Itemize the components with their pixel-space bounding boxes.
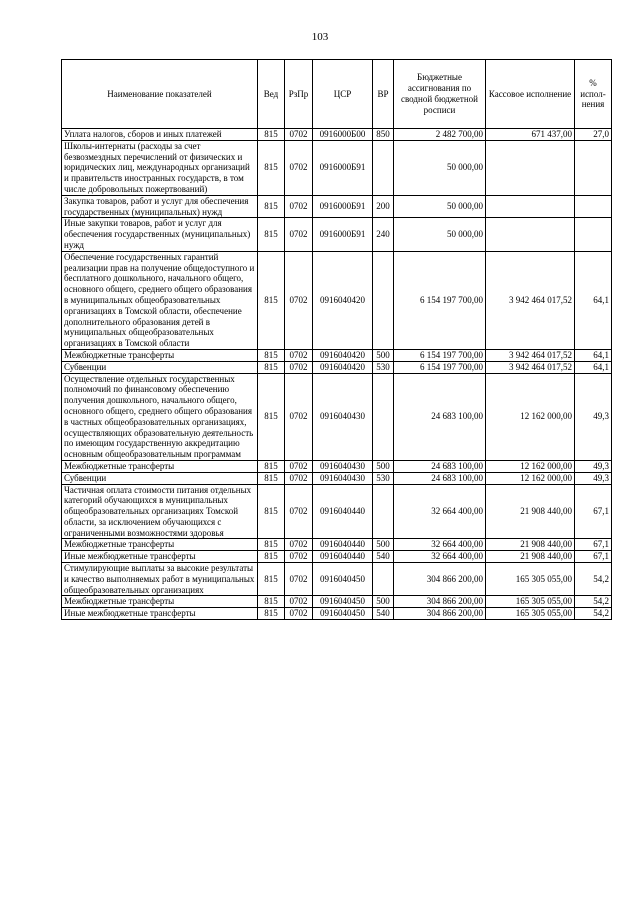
cell-ved: 815	[258, 349, 285, 361]
cell-cash: 12 162 000,00	[486, 472, 575, 484]
cell-percent: 54,2	[575, 563, 612, 596]
cell-cash: 12 162 000,00	[486, 373, 575, 460]
cell-cash	[486, 218, 575, 251]
cell-cash	[486, 140, 575, 195]
table-row	[62, 218, 612, 251]
table-row	[62, 563, 612, 596]
cell-percent: 54,2	[575, 608, 612, 620]
cell-name: Школы-интернаты (расходы за счет безвозмездных перечислений от физических и юридических лиц, международных организаций и правительств иностранных государств, в том числе добровольных пожертвований)	[62, 140, 258, 195]
cell-assignments: 24 683 100,00	[394, 373, 486, 460]
cell-csr: 0916000Б00	[313, 129, 373, 141]
cell-name: Межбюджетные трансферты	[62, 460, 258, 472]
cell-csr: 0916000Б91	[313, 140, 373, 195]
cell-vr: 540	[373, 608, 394, 620]
cell-percent	[575, 195, 612, 218]
table-row	[62, 373, 612, 460]
cell-ved: 815	[258, 608, 285, 620]
page-number: 103	[311, 31, 329, 43]
cell-csr: 0916040420	[313, 251, 373, 349]
cell-percent: 64,1	[575, 361, 612, 373]
cell-rzpr: 0702	[285, 551, 313, 563]
cell-csr: 0916040420	[313, 349, 373, 361]
cell-vr	[373, 484, 394, 539]
cell-percent: 27,0	[575, 129, 612, 141]
cell-assignments: 50 000,00	[394, 195, 486, 218]
cell-ved: 815	[258, 361, 285, 373]
cell-csr: 0916040440	[313, 539, 373, 551]
cell-rzpr: 0702	[285, 251, 313, 349]
cell-assignments: 6 154 197 700,00	[394, 361, 486, 373]
cell-vr: 850	[373, 129, 394, 141]
cell-name: Иные межбюджетные трансферты	[62, 608, 258, 620]
budget-table	[61, 59, 612, 620]
cell-assignments: 6 154 197 700,00	[394, 251, 486, 349]
header-assignments: Бюджетные ассигнования по сводной бюджетной росписи	[394, 60, 486, 129]
table-row	[62, 361, 612, 373]
table-row	[62, 195, 612, 218]
cell-percent: 49,3	[575, 460, 612, 472]
cell-ved: 815	[258, 539, 285, 551]
table-row	[62, 460, 612, 472]
cell-csr: 0916040450	[313, 563, 373, 596]
cell-ved: 815	[258, 563, 285, 596]
cell-percent: 67,1	[575, 539, 612, 551]
cell-name: Уплата налогов, сборов и иных платежей	[62, 129, 258, 141]
cell-name: Обеспечение государственных гарантий реализации прав на получение общедоступного и бесплатного дошкольного, начального общего, основного общего, среднего общего образования в муниципальных общеобразовательных организациях в Томской области, обеспечение дополнительного образования детей в муниципальных общеобразовательных организациях в Томской области	[62, 251, 258, 349]
cell-vr	[373, 563, 394, 596]
header-name: Наименование показателей	[62, 60, 258, 129]
cell-assignments: 32 664 400,00	[394, 484, 486, 539]
cell-percent: 49,3	[575, 472, 612, 484]
cell-vr: 500	[373, 349, 394, 361]
cell-csr: 0916040430	[313, 373, 373, 460]
cell-ved: 815	[258, 195, 285, 218]
cell-name: Иные закупки товаров, работ и услуг для обеспечения государственных (муниципальных) нужд	[62, 218, 258, 251]
header-rzpr: РзПр	[285, 60, 313, 129]
cell-cash: 12 162 000,00	[486, 460, 575, 472]
table-header-row	[62, 60, 612, 129]
cell-vr	[373, 251, 394, 349]
cell-rzpr: 0702	[285, 218, 313, 251]
cell-cash: 3 942 464 017,52	[486, 251, 575, 349]
cell-cash: 3 942 464 017,52	[486, 361, 575, 373]
cell-vr: 500	[373, 539, 394, 551]
cell-csr: 0916000Б91	[313, 218, 373, 251]
cell-rzpr: 0702	[285, 373, 313, 460]
cell-rzpr: 0702	[285, 484, 313, 539]
header-ved: Вед	[258, 60, 285, 129]
cell-rzpr: 0702	[285, 472, 313, 484]
cell-vr: 200	[373, 195, 394, 218]
cell-cash	[486, 195, 575, 218]
cell-cash: 21 908 440,00	[486, 539, 575, 551]
cell-ved: 815	[258, 484, 285, 539]
cell-cash: 21 908 440,00	[486, 551, 575, 563]
cell-ved: 815	[258, 472, 285, 484]
cell-ved: 815	[258, 251, 285, 349]
cell-assignments: 24 683 100,00	[394, 460, 486, 472]
cell-name: Межбюджетные трансферты	[62, 596, 258, 608]
cell-name: Осуществление отдельных государственных полномочий по финансовому обеспечению получения дошкольного, начального общего, основного общего, среднего общего образования в частных общеобразовательных организациях, осуществляющих образовательную деятельность по имеющим государственную аккредитацию основным общеобразовательным программам	[62, 373, 258, 460]
cell-percent: 67,1	[575, 484, 612, 539]
cell-percent: 54,2	[575, 596, 612, 608]
cell-percent: 64,1	[575, 349, 612, 361]
cell-percent	[575, 218, 612, 251]
cell-csr: 0916040440	[313, 484, 373, 539]
cell-assignments: 2 482 700,00	[394, 129, 486, 141]
cell-vr	[373, 373, 394, 460]
cell-cash: 165 305 055,00	[486, 596, 575, 608]
cell-name: Субвенции	[62, 472, 258, 484]
table-row	[62, 596, 612, 608]
cell-vr	[373, 140, 394, 195]
cell-csr: 0916040450	[313, 596, 373, 608]
cell-rzpr: 0702	[285, 361, 313, 373]
cell-csr: 0916040420	[313, 361, 373, 373]
cell-csr: 0916040430	[313, 472, 373, 484]
cell-ved: 815	[258, 551, 285, 563]
cell-vr: 240	[373, 218, 394, 251]
cell-ved: 815	[258, 129, 285, 141]
cell-csr: 0916040440	[313, 551, 373, 563]
cell-cash: 671 437,00	[486, 129, 575, 141]
header-csr: ЦСР	[313, 60, 373, 129]
header-cash: Кассовое исполнение	[486, 60, 575, 129]
table-row	[62, 129, 612, 141]
cell-assignments: 24 683 100,00	[394, 472, 486, 484]
cell-name: Закупка товаров, работ и услуг для обеспечения государственных (муниципальных) нужд	[62, 195, 258, 218]
cell-name: Субвенции	[62, 361, 258, 373]
cell-ved: 815	[258, 460, 285, 472]
cell-assignments: 304 866 200,00	[394, 563, 486, 596]
cell-ved: 815	[258, 140, 285, 195]
cell-vr: 500	[373, 460, 394, 472]
table-row	[62, 484, 612, 539]
table-row	[62, 251, 612, 349]
cell-vr: 530	[373, 472, 394, 484]
cell-rzpr: 0702	[285, 596, 313, 608]
cell-assignments: 304 866 200,00	[394, 596, 486, 608]
header-vr: ВР	[373, 60, 394, 129]
cell-name: Стимулирующие выплаты за высокие результаты и качество выполняемых работ в муниципальных общеобразовательных организациях	[62, 563, 258, 596]
cell-name: Межбюджетные трансферты	[62, 539, 258, 551]
cell-ved: 815	[258, 596, 285, 608]
table-row	[62, 539, 612, 551]
cell-csr: 0916040450	[313, 608, 373, 620]
cell-csr: 0916000Б91	[313, 195, 373, 218]
table-row	[62, 551, 612, 563]
cell-csr: 0916040430	[313, 460, 373, 472]
table-row	[62, 140, 612, 195]
cell-assignments: 32 664 400,00	[394, 551, 486, 563]
cell-assignments: 50 000,00	[394, 140, 486, 195]
cell-cash: 3 942 464 017,52	[486, 349, 575, 361]
cell-cash: 165 305 055,00	[486, 608, 575, 620]
cell-rzpr: 0702	[285, 349, 313, 361]
cell-assignments: 304 866 200,00	[394, 608, 486, 620]
cell-percent: 49,3	[575, 373, 612, 460]
cell-rzpr: 0702	[285, 539, 313, 551]
cell-name: Частичная оплата стоимости питания отдельных категорий обучающихся в муниципальных общеобразовательных организациях Томской области, за исключением обучающихся с ограниченными возможностями здоровья	[62, 484, 258, 539]
cell-vr: 500	[373, 596, 394, 608]
cell-name: Иные межбюджетные трансферты	[62, 551, 258, 563]
cell-rzpr: 0702	[285, 563, 313, 596]
cell-rzpr: 0702	[285, 140, 313, 195]
cell-name: Межбюджетные трансферты	[62, 349, 258, 361]
header-percent: % испол-нения	[575, 60, 612, 129]
cell-assignments: 32 664 400,00	[394, 539, 486, 551]
cell-ved: 815	[258, 373, 285, 460]
cell-rzpr: 0702	[285, 608, 313, 620]
cell-rzpr: 0702	[285, 129, 313, 141]
cell-vr: 540	[373, 551, 394, 563]
cell-rzpr: 0702	[285, 460, 313, 472]
cell-assignments: 50 000,00	[394, 218, 486, 251]
cell-percent: 67,1	[575, 551, 612, 563]
cell-cash: 165 305 055,00	[486, 563, 575, 596]
cell-cash: 21 908 440,00	[486, 484, 575, 539]
cell-vr: 530	[373, 361, 394, 373]
table-row	[62, 608, 612, 620]
table-row	[62, 349, 612, 361]
table-row	[62, 472, 612, 484]
cell-assignments: 6 154 197 700,00	[394, 349, 486, 361]
cell-ved: 815	[258, 218, 285, 251]
cell-rzpr: 0702	[285, 195, 313, 218]
cell-percent	[575, 140, 612, 195]
cell-percent: 64,1	[575, 251, 612, 349]
